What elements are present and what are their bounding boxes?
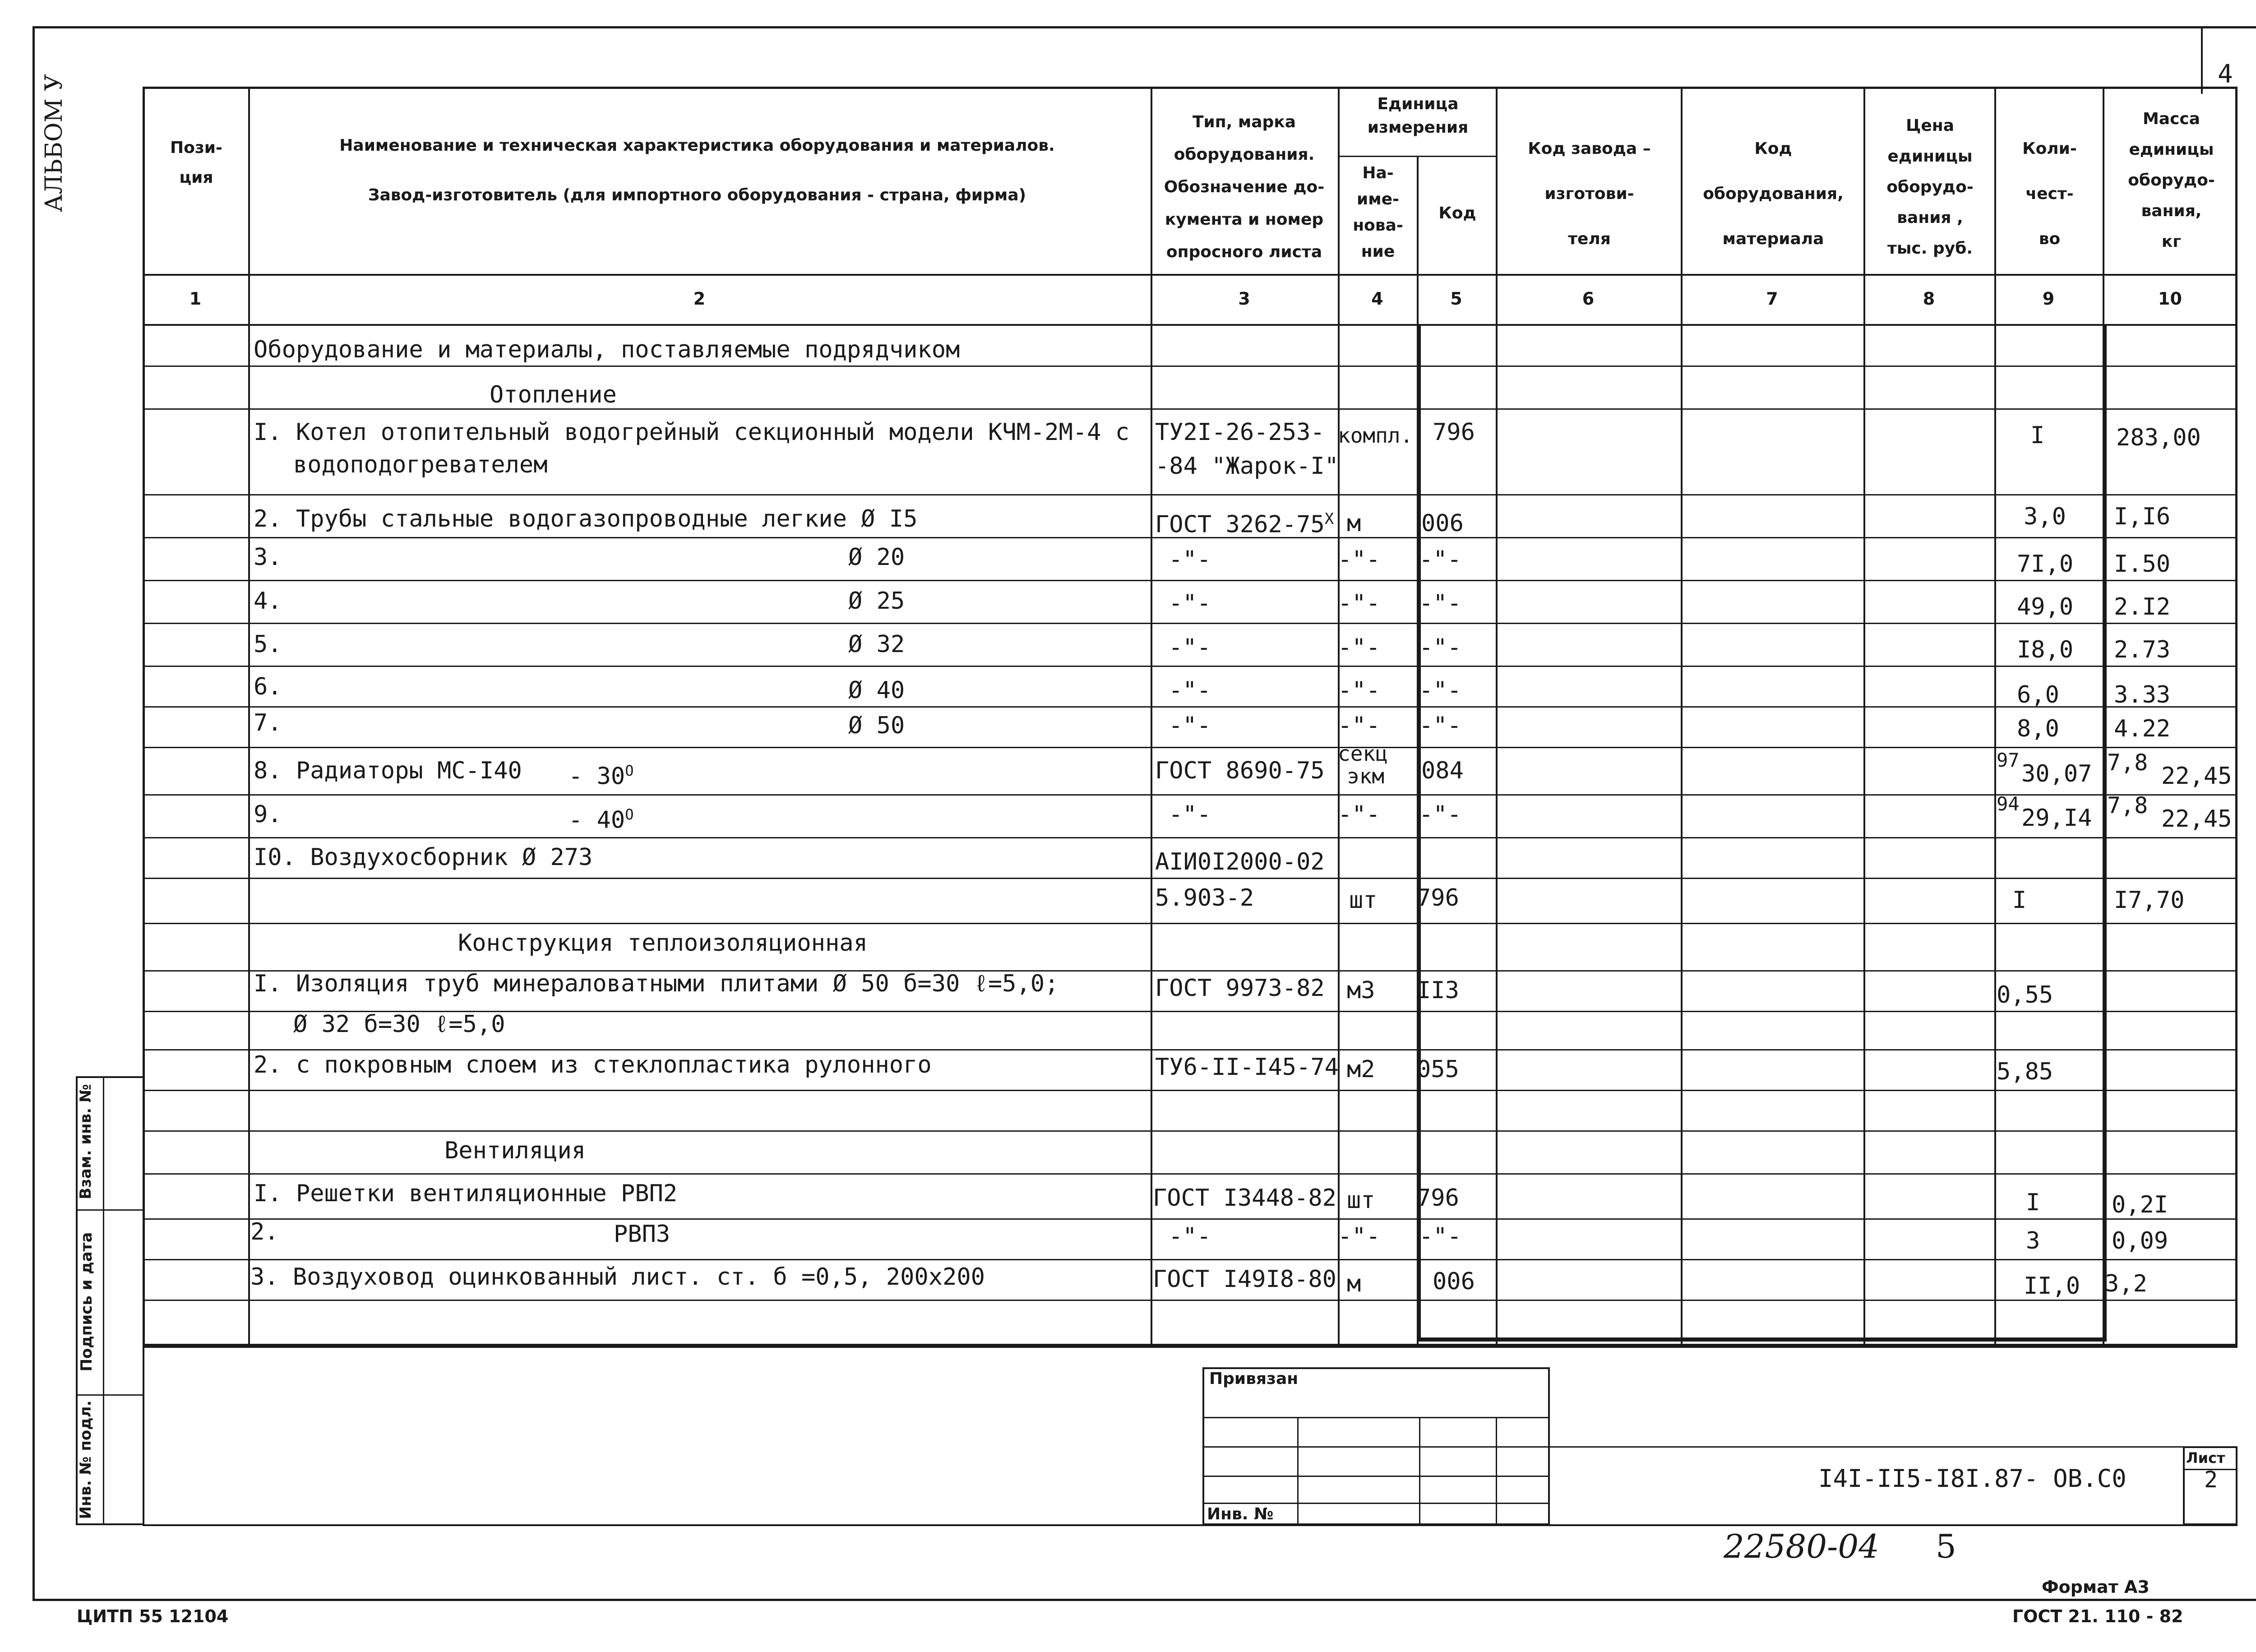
item-type: ТУ6-II-I45-74 — [1155, 1054, 1339, 1081]
col-number: 8 — [1923, 289, 1935, 309]
item-angle — [569, 757, 634, 790]
item-code: -"- — [1419, 634, 1461, 661]
item-diameter: Ø 50 — [848, 712, 905, 739]
item-qty: 3,0 — [2024, 503, 2066, 530]
footer-format: Формат А3 — [2042, 1577, 2150, 1597]
row-line — [143, 1090, 2238, 1091]
item-qty: 30,07 — [2021, 760, 2092, 787]
item-mass: 3.33 — [2114, 681, 2171, 708]
item-unit: -"- — [1338, 801, 1380, 828]
privyazan-line — [1202, 1476, 1550, 1477]
unit-subheader-line — [1338, 156, 1496, 157]
privyazan-col — [1496, 1417, 1497, 1525]
item-qty: I8,0 — [2017, 636, 2074, 663]
item-mass: 3,2 — [2105, 1270, 2147, 1297]
header-type: Тип, марка оборудования. Обозначение до- кумента и номер опросного листа — [1164, 113, 1325, 261]
item-code: 055 — [1417, 1056, 1459, 1083]
item-type-text: ГОСТ 3262-75 — [1155, 511, 1325, 538]
item-mass: 2.73 — [2114, 636, 2171, 663]
item-type: -"- — [1169, 801, 1211, 828]
item-unit: -"- — [1338, 1223, 1380, 1250]
item-unit: -"- — [1338, 634, 1380, 661]
item-type: ГОСТ 9973-82 — [1155, 975, 1325, 1002]
row-line — [143, 623, 2238, 624]
item-position: 9. — [254, 801, 282, 828]
handwritten-number: 22580-04 — [1724, 1527, 1879, 1565]
row-line — [143, 666, 2238, 667]
document-designation: I4I-II5-I8I.87- ОВ.С0 — [1818, 1464, 2127, 1493]
col-number: 1 — [189, 289, 202, 309]
item-mass: I,I6 — [2114, 503, 2171, 530]
item-diameter: Ø 32 — [848, 631, 905, 658]
item-qty: 29,I4 — [2021, 805, 2092, 832]
item-type: ТУ2I-26-253- — [1155, 419, 1325, 446]
privyazan-label: Привязан — [1209, 1370, 1299, 1388]
item-unit: м2 — [1347, 1056, 1375, 1083]
col-line-7 — [1863, 87, 1865, 1346]
item-qty-superscript: 97 — [1997, 749, 2020, 771]
row-line — [143, 923, 2238, 924]
item-qty: 0,55 — [1997, 981, 2053, 1009]
corner-page-number: 4 — [2218, 60, 2233, 89]
item-qty: II,0 — [2024, 1273, 2080, 1300]
col-number: 2 — [693, 289, 706, 309]
side-stamp-row — [76, 1209, 144, 1211]
title-block-top — [143, 1346, 2238, 1348]
item-qty: I — [2026, 1189, 2040, 1216]
item-mass: 0,2I — [2112, 1191, 2168, 1218]
album-label: АЛЬБОМ У — [41, 74, 68, 212]
item-position: 6. — [254, 673, 282, 700]
item-code: -"- — [1419, 546, 1461, 573]
col-number: 6 — [1582, 289, 1595, 309]
col-line-8 — [1994, 87, 1996, 1346]
col-number: 5 — [1450, 289, 1462, 309]
item-name: 3. Воздуховод оцинкованный лист. ст. б =0,5, 200х200 — [250, 1263, 985, 1291]
row-line — [143, 878, 2238, 879]
item-code: -"- — [1419, 590, 1461, 617]
item-name: водоподогревателем — [293, 451, 548, 478]
row-line — [143, 494, 2238, 495]
side-stamp-divider — [103, 1076, 104, 1525]
row-line — [143, 794, 2238, 796]
corner-divider — [2201, 26, 2203, 94]
item-qty: 5,85 — [1997, 1058, 2053, 1085]
col-line-6 — [1681, 87, 1683, 1346]
item-unit: шт — [1349, 887, 1378, 914]
row-line — [143, 366, 2238, 367]
col-line-1 — [248, 87, 250, 1346]
privyazan-col — [1419, 1417, 1420, 1525]
item-code: 006 — [1421, 510, 1464, 537]
designation-line — [1550, 1446, 2238, 1448]
item-unit: м — [1347, 510, 1361, 537]
item-angle — [569, 801, 634, 833]
col-line-2 — [1151, 87, 1152, 1346]
item-type: -"- — [1169, 1223, 1211, 1250]
item-qty: 8,0 — [2017, 715, 2059, 742]
handwritten-extra: 5 — [1936, 1527, 1956, 1565]
header-equipment-code: Код оборудования, материала — [1703, 139, 1844, 248]
item-code: 796 — [1417, 884, 1459, 912]
item-unit: м — [1347, 1270, 1361, 1297]
item-unit: -"- — [1338, 677, 1380, 704]
header-unit-code: Код — [1438, 204, 1476, 222]
section-heading: Конструкция теплоизоляционная — [458, 930, 868, 957]
item-type: -"- — [1169, 677, 1211, 704]
item-mass: I.50 — [2114, 551, 2171, 578]
item-qty: I — [2030, 422, 2045, 449]
col-number: 9 — [2042, 289, 2055, 309]
item-code: 084 — [1421, 757, 1464, 784]
side-label-replaced-inv: Взам. инв. № — [77, 1084, 95, 1199]
header-name-2: Завод-изготовитель (для импортного оборудования - страна, фирма) — [368, 186, 1026, 204]
title-block-bottom — [143, 1524, 2238, 1526]
header-unit: Единица измерения — [1367, 95, 1469, 137]
row-line — [143, 747, 2238, 748]
item-mass-prefix: 7,8 — [2107, 792, 2148, 819]
item-type: ГОСТ I49I8-80 — [1153, 1266, 1336, 1293]
col-number: 7 — [1766, 289, 1778, 309]
header-factory-code: Код завода – изготови- теля — [1528, 139, 1651, 248]
item-qty: 3 — [2026, 1227, 2040, 1254]
item-unit: -"- — [1338, 590, 1380, 617]
item-type: -"- — [1169, 634, 1211, 661]
item-mass: I7,70 — [2114, 887, 2185, 914]
item-code: 796 — [1433, 419, 1475, 446]
row-line — [143, 1130, 2238, 1132]
item-unit: секц — [1338, 741, 1388, 766]
item-unit: -"- — [1338, 712, 1380, 739]
row-line — [143, 1049, 2238, 1050]
row-line — [143, 1218, 2238, 1220]
item-mass-prefix: 7,8 — [2107, 750, 2148, 776]
col-number: 10 — [2158, 289, 2182, 309]
col-line-5 — [1496, 87, 1498, 1346]
row-line — [143, 1300, 2238, 1301]
item-diameter: Ø 40 — [848, 677, 905, 704]
item-position: 5. — [254, 631, 282, 658]
item-mass: 22,45 — [2161, 763, 2232, 790]
item-name: I. Котел отопительный водогрейный секционный модели КЧМ-2М-4 с — [254, 419, 1130, 446]
header-price: Цена единицы оборудо- вания , тыс. руб. — [1886, 116, 1974, 258]
privyazan-line — [1202, 1417, 1550, 1418]
row-line — [143, 1259, 2238, 1260]
side-stamp-row — [76, 1394, 144, 1396]
item-name: 2. с покровным слоем из стеклопластика рулонного — [254, 1051, 932, 1078]
item-type: 5.903-2 — [1155, 884, 1254, 912]
item-type: ГОСТ I3448-82 — [1153, 1185, 1336, 1212]
item-position: 2. — [250, 1218, 279, 1245]
item-position: 7. — [254, 709, 282, 736]
item-qty-superscript: 94 — [1997, 793, 2020, 815]
side-label-original-inv: Инв. № подл. — [77, 1400, 95, 1519]
item-mass: 4.22 — [2114, 715, 2171, 742]
item-name: 2. Трубы стальные водогазопроводные легкие Ø I5 — [254, 505, 918, 532]
privyazan-line — [1202, 1503, 1550, 1504]
item-name: I. Решетки вентиляционные РВП2 — [254, 1180, 678, 1207]
sheet-number: 2 — [2204, 1467, 2218, 1493]
item-type: -84 "Жарок-I" — [1155, 453, 1339, 480]
row-line — [143, 408, 2238, 410]
item-type: ГОСТ 8690-75 — [1155, 757, 1325, 784]
item-mass: 22,45 — [2161, 805, 2232, 833]
footer-gost: ГОСТ 21. 110 - 82 — [2012, 1606, 2183, 1626]
item-type-superscript: Х — [1324, 510, 1334, 528]
colnum-bottom-line — [143, 324, 2238, 326]
header-mass: Масса единицы оборудо- вания, кг — [2128, 110, 2215, 251]
item-type: -"- — [1169, 590, 1211, 617]
item-angle-text: - 30 — [569, 763, 625, 790]
item-qty: 7I,0 — [2017, 551, 2074, 578]
privyazan-col — [1297, 1417, 1299, 1525]
item-type — [1155, 505, 1334, 538]
header-bottom-line — [143, 274, 2238, 276]
item-name: I. Изоляция труб минераловатными плитами Ø 50 б=30 ℓ=5,0; — [254, 970, 1059, 997]
row-line — [143, 706, 2238, 708]
section-heading: Вентиляция — [444, 1137, 586, 1164]
item-angle-text: - 40 — [569, 806, 625, 834]
item-unit: экм — [1347, 764, 1385, 788]
item-code: -"- — [1419, 1223, 1461, 1250]
header-position: Пози- ция — [170, 139, 222, 187]
footer-left-code: ЦИТП 55 12104 — [77, 1606, 229, 1626]
item-mass: 0,09 — [2112, 1227, 2168, 1254]
row-line — [143, 580, 2238, 581]
side-label-signature-date: Подпись и дата — [78, 1232, 96, 1372]
privyazan-line — [1202, 1446, 1550, 1448]
section-heading: Отопление — [490, 381, 617, 408]
sheet-label: Лист — [2186, 1449, 2225, 1467]
item-code: II3 — [1417, 977, 1459, 1004]
item-name: 8. Радиаторы МС-I40 — [254, 757, 522, 784]
item-position: 4. — [254, 588, 282, 615]
item-diameter: Ø 20 — [848, 544, 905, 571]
item-subtype: РВП3 — [614, 1221, 670, 1248]
thick-right — [2103, 324, 2107, 1342]
header-quantity: Коли- чест- во — [2022, 139, 2077, 248]
degree-mark: О — [625, 806, 634, 823]
item-qty: 6,0 — [2017, 681, 2059, 708]
item-name: I0. Воздухосборник Ø 273 — [254, 844, 593, 871]
section-title: Оборудование и материалы, поставляемые подрядчиком — [254, 336, 960, 363]
item-type: -"- — [1169, 712, 1211, 739]
item-code: -"- — [1419, 801, 1461, 828]
degree-mark: О — [625, 762, 634, 779]
header-name-1: Наименование и техническая характеристика оборудования и материалов. — [339, 136, 1055, 155]
item-diameter: Ø 25 — [848, 588, 905, 615]
item-unit: компл. — [1338, 423, 1413, 448]
item-qty: 49,0 — [2017, 593, 2074, 620]
item-position: 3. — [254, 544, 282, 571]
item-code: -"- — [1419, 677, 1461, 704]
row-line — [143, 837, 2238, 838]
item-name: Ø 32 б=30 ℓ=5,0 — [293, 1011, 505, 1038]
item-unit: м3 — [1347, 977, 1375, 1004]
item-type: -"- — [1169, 546, 1211, 573]
thick-bottom — [1417, 1337, 2107, 1342]
item-code: -"- — [1419, 712, 1461, 739]
item-qty: I — [2012, 887, 2027, 914]
item-mass: 2.I2 — [2114, 593, 2171, 620]
header-unit-name: На- име- нова- ние — [1353, 164, 1403, 261]
item-type: АIИ0I2000-02 — [1155, 848, 1325, 875]
item-unit: -"- — [1338, 546, 1380, 573]
col-number: 3 — [1238, 289, 1250, 309]
item-code: 006 — [1433, 1268, 1475, 1295]
item-code: 796 — [1417, 1185, 1459, 1212]
row-line — [143, 1173, 2238, 1175]
item-unit: шт — [1347, 1187, 1375, 1214]
inv-no-label: Инв. № — [1207, 1505, 1274, 1523]
col-number: 4 — [1371, 289, 1383, 309]
item-mass: 283,00 — [2116, 424, 2201, 451]
